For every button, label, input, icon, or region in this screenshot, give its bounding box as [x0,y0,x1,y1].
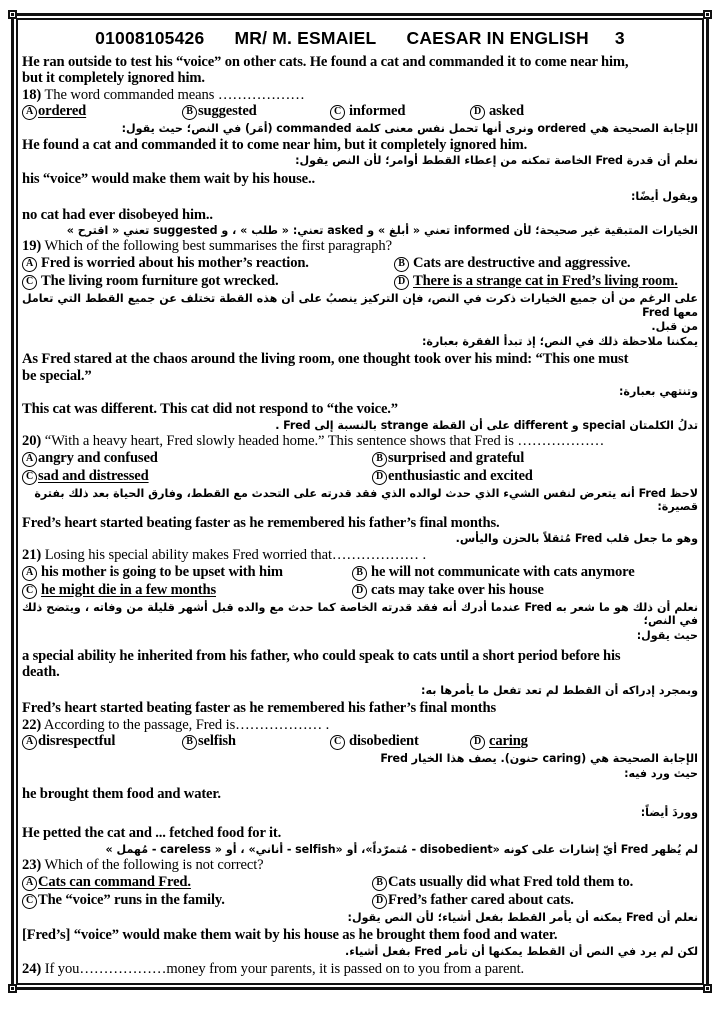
option-20-b[interactable] [372,450,524,468]
question-18-stem [22,87,698,104]
header-brand: CAESAR IN ENGLISH [406,28,589,48]
option-21-b[interactable] [352,564,635,582]
option-letter-circle-b: B [182,105,197,120]
question-19-explanation-5: تدلُ الكلمتان special و different على أن القطة strange بالنسبة إلى Fred . [275,418,698,432]
option-letter-circle-d: D [372,470,387,485]
header-teacher: MR/ M. ESMAIEL [234,28,377,48]
option-22-c[interactable] [330,733,470,751]
question-21-explanation-1: نعلم أن ذلك هو ما شعر به Fred عندما أدرك أنه فقد قدرته الخاصة كما حدث مع والده قبل أشهر قليلة من وفاته ، ويتضح ذلك في النص؛ [22,600,698,628]
question-21-number: 21) [22,546,42,563]
page-content [22,24,698,979]
option-18-c[interactable] [330,103,470,121]
question-21-explanation-2: حيث يقول: [636,628,698,642]
question-19-quote-1-line-1: As Fred stared at the chaos around the living room, one thought took over his mind: “This one must [22,351,629,368]
option-letter-circle-b: B [182,735,197,750]
option-letter-circle-b: B [394,257,409,272]
question-19-explanation-2: من قبل. [651,320,698,334]
header-page-number: 3 [614,28,625,48]
option-23-c-label: The “voice” runs in the family. [38,891,225,908]
question-18-number: 18) [22,86,42,103]
option-19-a-label: Fred is worried about his mother’s reaction. [41,255,309,272]
option-letter-circle-b: B [372,452,387,467]
question-20-explanation-1: لاحظ Fred أنه يتعرض لنفس الشيء الذي حدث لوالده الذي فقد قدرته على التحدث مع القطط، وفارق الحياة بعد ذلك بفترة قصيرة: [34,486,698,514]
option-19-a[interactable] [22,255,394,273]
option-20-a[interactable] [22,450,372,468]
option-18-b-label: suggested [198,103,257,120]
option-20-c[interactable] [22,468,372,486]
option-21-b-label: he will not communicate with cats anymore [371,563,635,580]
option-letter-circle-c: C [330,105,345,120]
option-19-d[interactable] [394,273,678,291]
question-21-quote-2: Fred’s heart started beating faster as he remembered his father’s final months [22,700,497,717]
question-20-quote-1: Fred’s heart started beating faster as he remembered his father’s final months. [22,515,500,531]
question-24-stem [22,961,698,978]
option-21-c-label: he might die in a few months [41,581,216,598]
option-23-a[interactable] [22,874,372,892]
question-21-stem [22,547,698,564]
question-20-stem [22,433,698,450]
option-22-d-label: caring [489,733,528,750]
option-letter-circle-a: A [22,876,37,891]
option-23-b[interactable] [372,874,633,892]
option-letter-circle-a: A [22,452,37,467]
option-letter-circle-d: D [352,584,367,599]
question-22-explanation-3: ووردَ أيضاً: [640,805,698,819]
option-letter-circle-c: C [22,584,37,599]
question-19-quote-2: This cat was different. This cat did not respond to “the voice.” [22,401,398,418]
question-23-text: Which of the following is not correct? [44,857,264,874]
option-20-b-label: surprised and grateful [388,449,525,466]
option-letter-circle-a: A [22,566,37,581]
option-letter-circle-b: B [372,876,387,891]
question-18-explanation-4: الخيارات المتبقية غير صحيحة؛ لأن informed تعني « أبلغ » و asked تعني: « طلب » ، و suggested تعني « اقترح » [66,223,698,237]
question-20-options-row-1 [22,450,698,468]
question-19-explanation-1: على الرغم من أن جميع الخيارات ذكرت في النص، فإن التركيز ينصبُ على أن هذه القطة تختلف عن جميع القطط التي تعامل معها Fred [22,292,698,319]
question-19-quote-1-line-2: be special.” [22,367,92,384]
question-24-text: If you………………money from your parents, it is passed on to you from a parent. [44,961,525,978]
question-22-explanation-2: حيث ورد فيه: [624,766,698,780]
question-22-text: According to the passage, Fred is……………… . [43,716,330,733]
option-letter-circle-a: A [22,735,37,750]
option-letter-circle-d: D [470,735,485,750]
option-23-c[interactable] [22,892,372,910]
option-letter-circle-a: A [22,105,37,120]
question-18-explanation-1: الإجابة الصحيحة هي ordered ونرى أنها تحمل نفس معنى كلمة commanded (أمَر) في النص؛ حيث يقول: [121,122,698,136]
question-23-quote-1: [Fred’s] “voice” would make them wait by his house as he brought them food and water. [22,927,558,944]
option-22-c-label: disobedient [349,733,419,750]
option-19-b-label: Cats are destructive and aggressive. [413,255,631,272]
question-19-number: 19) [22,238,42,255]
question-21-options-row-2 [22,582,698,600]
option-21-a-label: his mother is going to be upset with him [41,563,283,580]
question-21-quote-1-line-2: death. [22,664,60,681]
option-letter-circle-d: D [470,105,485,120]
corner-mark-top-left [8,10,17,19]
option-18-a[interactable] [22,103,182,121]
option-18-d[interactable] [470,103,524,121]
option-23-b-label: Cats usually did what Fred told them to. [388,873,634,890]
question-23-options-row-1 [22,874,698,892]
question-22-quote-1: he brought them food and water. [22,786,221,803]
question-23-options-row-2 [22,892,698,910]
passage-line-2: but it completely ignored him. [22,70,205,87]
question-22-quote-2: He petted the cat and ... fetched food for it. [22,825,282,842]
option-18-a-label: ordered [38,103,87,120]
passage-line-1: He ran outside to test his “voice” on other cats. He found a cat and commanded it to come near him, [22,54,629,70]
option-21-c[interactable] [22,582,352,600]
option-letter-circle-d: D [372,894,387,909]
question-21-quote-1-line-1: a special ability he inherited from his father, who could speak to cats until a short period before his [22,648,621,665]
option-22-a-label: disrespectful [38,733,116,750]
option-21-d-label: cats may take over his house [371,581,544,598]
question-22-explanation-1: الإجابة الصحيحة هي (caring حنون). يصف هذا الخيار Fred [380,752,698,766]
option-18-d-label: asked [489,103,524,120]
corner-mark-bottom-left [8,984,17,993]
question-20-options-row-2 [22,468,698,486]
question-18-text: The word commanded means ……………… [44,86,305,103]
option-letter-circle-a: A [22,257,37,272]
question-18-explanation-2: نعلم أن قدرة Fred الخاصة تمكنه من إعطاء القطط أوامر؛ لأن النص يقول: [295,154,698,168]
question-21-explanation-3: وبمجرد إدراكه أن القطط لم تعد تفعل ما يأمرها به: [421,683,698,697]
option-19-c[interactable] [22,273,394,291]
option-22-b-label: selfish [198,733,236,750]
option-21-a[interactable] [22,564,352,582]
option-20-c-label: sad and distressed [38,467,149,484]
option-22-b[interactable] [182,733,330,751]
question-18-quote-2: his “voice” would make them wait by his house.. [22,170,315,187]
option-letter-circle-c: C [22,275,37,290]
question-22-stem [22,717,698,734]
question-19-stem [22,238,698,255]
question-20-text: “With a heavy heart, Fred slowly headed home.” This sentence shows that Fred is ……………… [44,433,605,450]
option-22-a[interactable] [22,733,182,751]
option-letter-circle-c: C [330,735,345,750]
option-19-c-label: The living room furniture got wrecked. [41,273,279,290]
option-20-d-label: enthusiastic and excited [388,467,533,484]
question-19-explanation-3: يمكننا ملاحظة ذلك في النص؛ إذ تبدأ الفقرة بعبارة: [421,334,698,348]
question-18-options [22,103,698,121]
question-19-options-row-1 [22,255,698,273]
question-18-quote-1: He found a cat and commanded it to come near him, but it completely ignored him. [22,136,528,153]
option-letter-circle-b: B [352,566,367,581]
option-23-d-label: Fred’s father cared about cats. [388,891,574,908]
option-18-c-label: informed [349,103,406,120]
option-18-b[interactable] [182,103,330,121]
question-23-explanation-2: لكن لم يرد في النص أن القطط يمكنها أن تأمر Fred بفعل أشياء. [345,944,698,958]
question-19-text: Which of the following best summarises the first paragraph? [44,238,392,255]
question-22-number: 22) [22,716,42,733]
question-22-options [22,733,698,751]
corner-mark-top-right [703,10,712,19]
question-22-explanation-4: لم يُظهر Fred أيّ إشارات على كونه «disobedient - مُتمرّداً»، أو «selfish - أناني» ، أو « careless - مُهمل » [105,842,698,856]
header-phone: 01008105426 [95,28,205,48]
question-23-number: 23) [22,857,42,874]
question-23-explanation-1: نعلم أن Fred يمكنه أن يأمر القطط بفعل أشياء؛ لأن النص يقول: [347,910,698,924]
option-23-a-label: Cats can command Fred. [38,873,191,890]
option-letter-circle-c: C [22,470,37,485]
corner-mark-bottom-right [703,984,712,993]
option-21-d[interactable] [352,582,544,600]
option-letter-circle-d: D [394,275,409,290]
page-header [22,24,698,54]
question-19-explanation-4: وتنتهي بعبارة: [618,384,698,398]
option-22-d[interactable] [470,733,528,751]
question-18-explanation-3: ويقول أيضًا: [631,190,698,204]
question-20-explanation-2: وهو ما جعل قلب Fred مُثقلاً بالحزن واليأس. [455,532,698,546]
option-19-b[interactable] [394,255,630,273]
option-letter-circle-c: C [22,894,37,909]
question-19-options-row-2 [22,273,698,291]
question-21-options-row-1 [22,564,698,582]
question-23-stem [22,857,698,874]
question-21-text: Losing his special ability makes Fred worried that……………… . [44,546,426,563]
option-23-d[interactable] [372,892,574,910]
question-20-number: 20) [22,433,42,450]
option-20-a-label: angry and confused [38,449,158,466]
question-24-number: 24) [22,961,42,978]
option-19-d-label: There is a strange cat in Fred’s living room. [413,273,678,290]
question-18-quote-3: no cat had ever disobeyed him.. [22,206,213,223]
option-20-d[interactable] [372,468,533,486]
